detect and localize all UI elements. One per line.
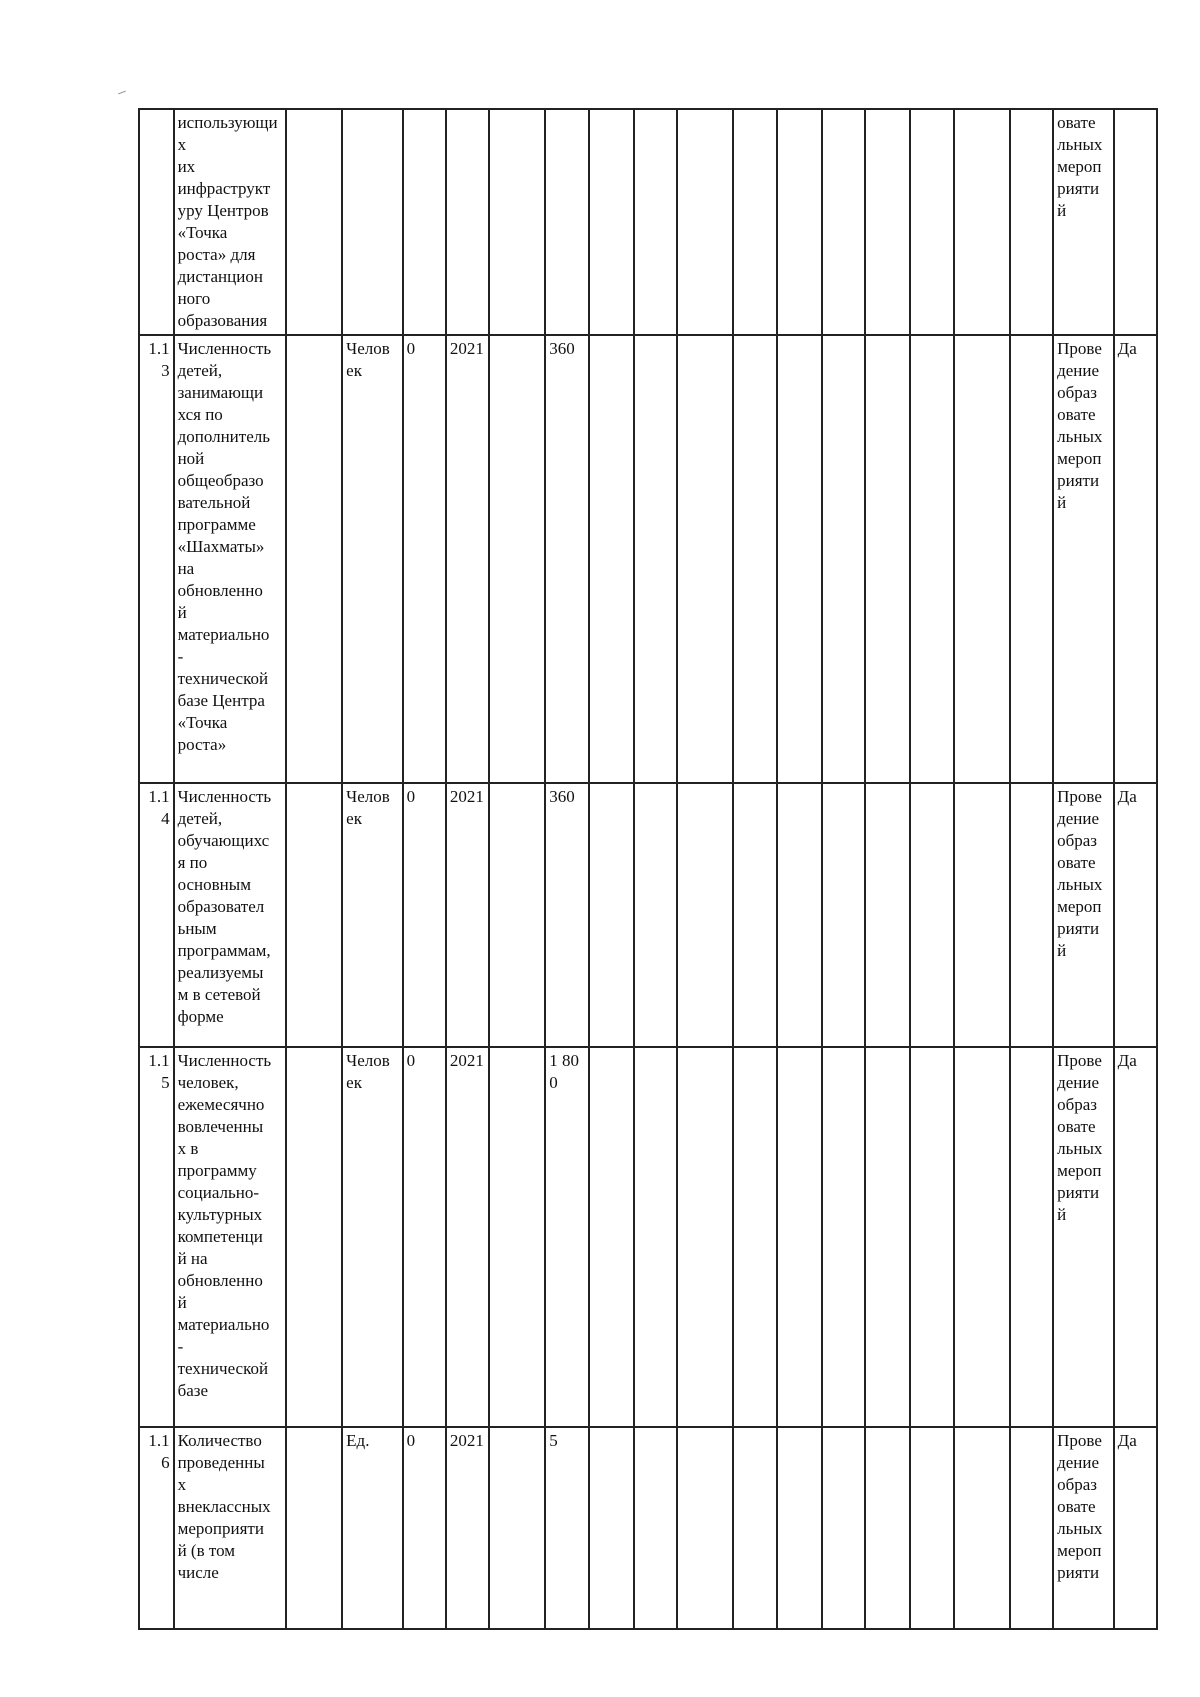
result-cell: овате льных мероп рияти й [1053,109,1114,335]
empty-cell [286,783,342,1047]
base-year-cell: 2021 [446,1427,489,1629]
indicator-name: Численность детей, занимающи хся по дополнитель ной общеобразо вательной программе «Шахматы» на обновленно й материально - технической базе Центра «Точка роста» [174,335,286,783]
target-value-cell: 360 [545,783,588,1047]
empty-cell [489,783,545,1047]
empty-cell [822,1047,865,1427]
empty-cell [733,109,776,335]
base-value-cell [403,109,446,335]
empty-cell [489,1047,545,1427]
empty-cell [954,1427,1010,1629]
empty-cell [1010,335,1053,783]
empty-cell [286,1047,342,1427]
empty-cell [865,783,910,1047]
empty-cell [677,1427,733,1629]
empty-cell [634,1427,677,1629]
row-number: 1.14 [139,783,174,1047]
empty-cell [865,335,910,783]
empty-cell [865,1047,910,1427]
table-row [139,1427,1157,1629]
result-cell: Прове дение образ овате льных мероп рияти й [1053,1047,1114,1427]
empty-cell [1010,109,1053,335]
target-value-cell: 1 80 0 [545,1047,588,1427]
unit-cell: Челов ек [342,335,403,783]
result-cell: Прове дение образ овате льных мероп рияти [1053,1427,1114,1629]
unit-cell: Челов ек [342,1047,403,1427]
empty-cell [589,1047,634,1427]
empty-cell [1010,1427,1053,1629]
empty-cell [677,335,733,783]
empty-cell [286,109,342,335]
indicator-name: Количество проведенны х внеклассных мероприяти й (в том числе [174,1427,286,1629]
empty-cell [822,1427,865,1629]
empty-cell [954,1047,1010,1427]
empty-cell [777,335,822,783]
empty-cell [822,335,865,783]
base-value-cell: 0 [403,783,446,1047]
empty-cell [777,109,822,335]
row-number: 1.13 [139,335,174,783]
result-cell: Прове дение образ овате льных мероп рияти й [1053,783,1114,1047]
empty-cell [677,783,733,1047]
indicator-name: Численность человек, ежемесячно вовлеченны х в программу социально- культурных компетенци й на обновленно й материально - технической базе [174,1047,286,1427]
empty-cell [489,335,545,783]
scan-mark [118,91,126,95]
empty-cell [733,1047,776,1427]
base-year-cell: 2021 [446,1047,489,1427]
empty-cell [733,783,776,1047]
unit-cell: Ед. [342,1427,403,1629]
empty-cell [954,109,1010,335]
indicator-name: использующих их инфраструкт уру Центров «Точка роста» для дистанцион ного образования [174,109,286,335]
flag-cell: Да [1114,1427,1157,1629]
empty-cell [1010,783,1053,1047]
table-row [139,109,1157,335]
empty-cell [954,783,1010,1047]
empty-cell [910,1427,953,1629]
empty-cell [733,1427,776,1629]
empty-cell [733,335,776,783]
indicators-table [138,108,1158,1630]
target-value-cell: 360 [545,335,588,783]
base-value-cell: 0 [403,1427,446,1629]
table-row [139,1047,1157,1427]
empty-cell [777,1427,822,1629]
flag-cell: Да [1114,335,1157,783]
unit-cell: Челов ек [342,783,403,1047]
empty-cell [954,335,1010,783]
unit-cell [342,109,403,335]
empty-cell [589,783,634,1047]
table-row [139,335,1157,783]
empty-cell [910,109,953,335]
base-year-cell [446,109,489,335]
empty-cell [910,1047,953,1427]
empty-cell [677,1047,733,1427]
flag-cell: Да [1114,783,1157,1047]
table-row [139,783,1157,1047]
empty-cell [777,783,822,1047]
row-number [139,109,174,335]
base-value-cell: 0 [403,335,446,783]
target-value-cell: 5 [545,1427,588,1629]
empty-cell [286,1427,342,1629]
empty-cell [822,109,865,335]
empty-cell [677,109,733,335]
empty-cell [634,109,677,335]
row-number: 1.16 [139,1427,174,1629]
empty-cell [777,1047,822,1427]
base-year-cell: 2021 [446,335,489,783]
empty-cell [489,1427,545,1629]
empty-cell [865,1427,910,1629]
empty-cell [1010,1047,1053,1427]
empty-cell [910,335,953,783]
result-cell: Прове дение образ овате льных мероп рияти й [1053,335,1114,783]
empty-cell [634,783,677,1047]
empty-cell [865,109,910,335]
empty-cell [286,335,342,783]
empty-cell [634,1047,677,1427]
target-value-cell [545,109,588,335]
empty-cell [822,783,865,1047]
indicator-name: Численность детей, обучающихс я по основным образовател ьным программам, реализуемы м в сетевой форме [174,783,286,1047]
flag-cell: Да [1114,1047,1157,1427]
empty-cell [634,335,677,783]
empty-cell [589,1427,634,1629]
empty-cell [589,109,634,335]
empty-cell [489,109,545,335]
base-year-cell: 2021 [446,783,489,1047]
flag-cell [1114,109,1157,335]
base-value-cell: 0 [403,1047,446,1427]
row-number: 1.15 [139,1047,174,1427]
empty-cell [589,335,634,783]
empty-cell [910,783,953,1047]
